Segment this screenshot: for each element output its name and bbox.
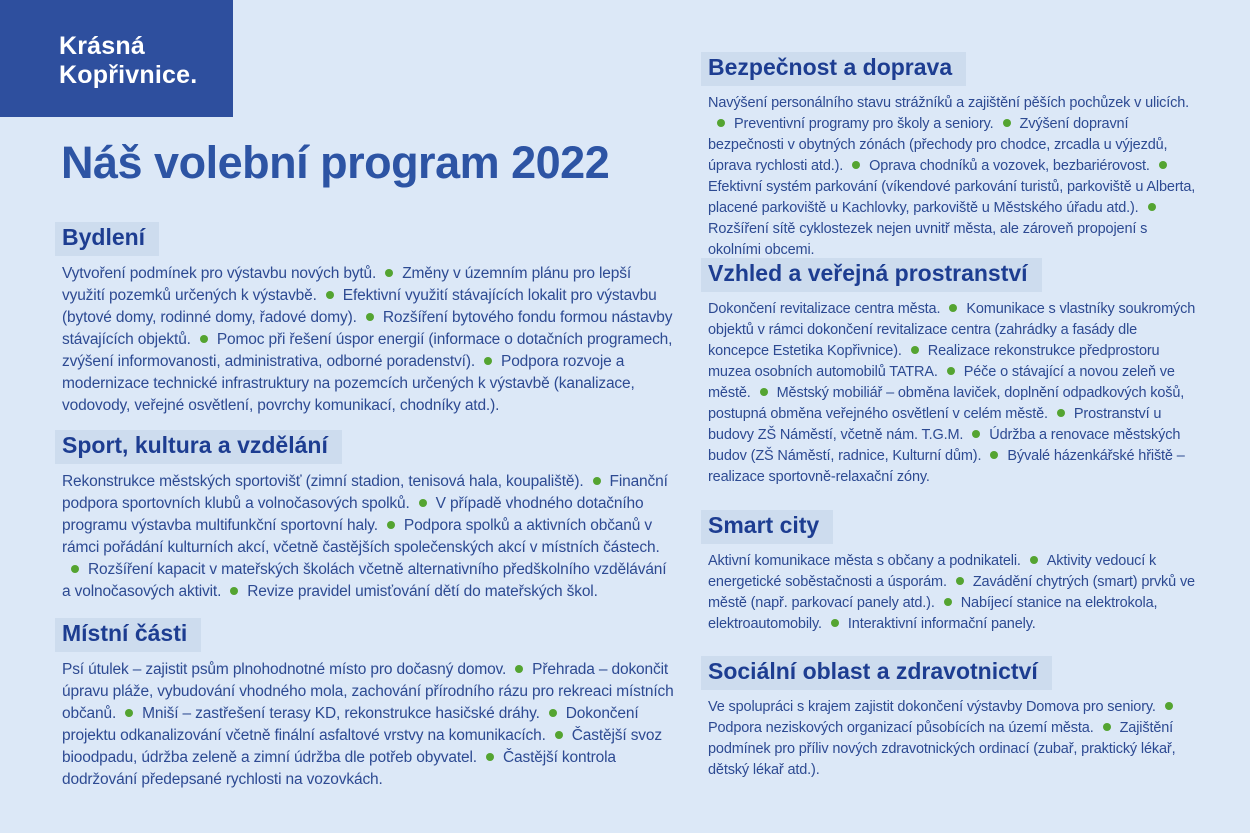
program-item: Mniší – zastřešení terasy KD, rekonstrukce hasičské dráhy. [142,705,540,723]
program-item: Interaktivní informační panely. [847,616,1036,633]
program-item: Rozšíření sítě cyklostezek nejen uvnitř města, ale zároveň propojení s okolními obcemi. [708,221,1148,259]
program-item: Péče o stávající a novou zeleň ve městě. [708,364,1175,402]
section-body [62,659,674,791]
program-item: Preventivní programy pro školy a seniory. [734,116,994,133]
program-item: Finanční podpora sportovních klubů a volnočasových spolků. [62,473,668,513]
bullet-icon [944,598,952,606]
bullet-icon [71,565,79,573]
section-vzhled-a-verejna-prostranstvi [708,258,1198,488]
section-heading: Vzhled a veřejná prostranství [701,258,1042,292]
program-item: Častější kontrola dodržování předepsané rychlosti na vozovkách. [62,749,616,789]
section-body [62,471,674,603]
section-body [708,551,1198,635]
program-item: Oprava chodníků a vozovek, bezbariérovost. [869,158,1150,175]
bullet-icon [326,291,334,299]
program-item: Efektivní využití stávajících lokalit pro výstavbu (bytové domy, rodinné domy, řadové domy). [62,287,657,327]
section-heading-row [701,510,1198,544]
bullet-icon [593,477,601,485]
section-heading: Bezpečnost a doprava [701,52,966,86]
program-item: Přehrada – dokončit úpravu pláže, vybudování vhodného mola, zachování přírodního rázu pro rekreaci místních občanů. [62,661,674,723]
section-heading: Místní části [55,618,201,652]
page-title: Náš volební program 2022 [61,137,610,188]
bullet-icon [956,577,964,585]
bullet-icon [1030,556,1038,564]
bullet-icon [911,346,919,354]
section-heading: Sport, kultura a vzdělání [55,430,342,464]
section-sport-kultura-vzdelani [62,430,674,603]
bullet-icon [200,335,208,343]
bullet-icon [484,357,492,365]
section-heading-row [701,656,1198,690]
program-item: Změny v územním plánu pro lepší využití pozemků určených k výstavbě. [62,265,631,305]
bullet-icon [1165,702,1173,710]
section-heading-row [701,258,1198,292]
program-item: Prostranství u budovy ZŠ Náměstí, včetně nám. T.G.M. [708,406,1162,444]
right-column [708,0,1198,833]
section-heading: Smart city [701,510,833,544]
program-item: Údržba a renovace městských budov (ZŠ Náměstí, radnice, Kulturní dům). [708,427,1181,465]
bullet-icon [387,521,395,529]
bullet-icon [486,753,494,761]
bullet-icon [555,731,563,739]
program-item: Vytvoření podmínek pro výstavbu nových bytů. [62,265,377,283]
section-mistni-casti [62,618,674,791]
program-item: Dokončení revitalizace centra města. [708,301,941,318]
bullet-icon [230,587,238,595]
program-item: Ve spolupráci s krajem zajistit dokončení výstavby Domova pro seniory. [708,699,1156,716]
program-item: Realizace rekonstrukce předprostoru muzea osobních automobilů TATRA. [708,343,1160,381]
program-item: Bývalé házenkářské hřiště – realizace sportovně-relaxační zóny. [708,448,1185,486]
program-item: Častější svoz bioodpadu, údržba zeleně a zimní údržba dle potřeb obyvatel. [62,727,662,767]
section-heading-row [55,618,674,652]
bullet-icon [366,313,374,321]
program-item: Efektivní systém parkování (víkendové parkování turistů, parkoviště u Alberta, placené parkoviště u Kachlovky, parkoviště u Městského úřadu atd.). [708,179,1196,217]
program-item: Psí útulek – zajistit psům plnohodnotné místo pro dočasný domov. [62,661,507,679]
program-item: Nabíjecí stanice na elektrokola, elektroautomobily. [708,595,1158,633]
program-item: Aktivní komunikace města s občany a podnikateli. [708,553,1021,570]
bullet-icon [1103,723,1111,731]
bullet-icon [972,430,980,438]
program-item: Pomoc při řešení úspor energií (informace o dotačních programech, zvýšení informovanosti, administrativa, odborné poradenství). [62,331,673,371]
program-item: Zajištění podmínek pro příliv nových zdravotnických ordinací (zubař, praktický lékař, dětský lékař atd.). [708,720,1176,779]
section-heading: Sociální oblast a zdravotnictví [701,656,1052,690]
program-item: Zvýšení dopravní bezpečnosti v obytných zónách (přechody pro chodce, zrcadla u výjezdů, úprava rychlosti atd.). [708,116,1168,175]
bullet-icon [717,119,725,127]
program-item: Komunikace s vlastníky soukromých objektů v rámci dokončení revitalizace centra (zahrádky a fasády dle koncepce Estetika Kopřivnice). [708,301,1196,360]
program-item: Rekonstrukce městských sportovišť (zimní stadion, tenisová hala, koupaliště). [62,473,584,491]
logo-line-1: Krásná [59,32,145,60]
program-item: Rozšíření bytového fondu formou nástavby stávajících objektů. [62,309,673,349]
section-socialni-oblast-a-zdravotnictvi [708,656,1198,781]
bullet-icon [515,665,523,673]
program-item: Revize pravidel umisťování dětí do mateřských škol. [247,583,598,601]
bullet-icon [549,709,557,717]
logo-line-2: Kopřivnice. [59,61,198,89]
bullet-icon [831,619,839,627]
bullet-icon [1003,119,1011,127]
section-heading: Bydlení [55,222,159,256]
section-heading-row [701,52,1198,86]
program-item: Dokončení projektu odkanalizování včetně finální asfaltové vrstvy na komunikacích. [62,705,639,745]
bullet-icon [949,304,957,312]
program-item: Aktivity vedoucí k energetické soběstačnosti a úsporám. [708,553,1157,591]
program-item: Městský mobiliář – obměna laviček, doplnění odpadkových košů, postupná obměna veřejného osvětlení v celém městě. [708,385,1185,423]
program-item: V případě vhodného dotačního programu výstavba multifunkční sportovní haly. [62,495,644,535]
bullet-icon [419,499,427,507]
bullet-icon [852,161,860,169]
program-item: Podpora neziskových organizací působících na území města. [708,720,1094,737]
left-column [62,0,674,833]
section-smart-city [708,510,1198,635]
program-item: Podpora rozvoje a modernizace technické infrastruktury na pozemcích určených k výstavbě (kanalizace, vodovody, veřejné osvětlení, povrchy komunikací, chodníky atd.). [62,353,635,415]
section-bydleni [62,222,674,417]
section-body [708,93,1198,261]
bullet-icon [990,451,998,459]
program-item: Rozšíření kapacit v mateřských školách včetně alternativního předškolního vzdělávání a volnočasových aktivit. [62,561,667,601]
bullet-icon [385,269,393,277]
bullet-icon [125,709,133,717]
program-item: Zavádění chytrých (smart) prvků ve městě (např. parkovací panely atd.). [708,574,1195,612]
program-item: Navýšení personálního stavu strážníků a zajištění pěších pochůzek v ulicích. [708,95,1190,112]
section-body [708,697,1198,781]
section-body [62,263,674,417]
bullet-icon [947,367,955,375]
bullet-icon [1148,203,1156,211]
bullet-icon [1159,161,1167,169]
section-body [708,299,1198,488]
section-heading-row [55,222,674,256]
program-item: Podpora spolků a aktivních občanů v rámci pořádání kulturních akcí, včetně častějších společenských akcí v místních částech. [62,517,660,557]
section-bezpecnost-a-doprava [708,52,1198,261]
section-heading-row [55,430,674,464]
bullet-icon [1057,409,1065,417]
bullet-icon [760,388,768,396]
